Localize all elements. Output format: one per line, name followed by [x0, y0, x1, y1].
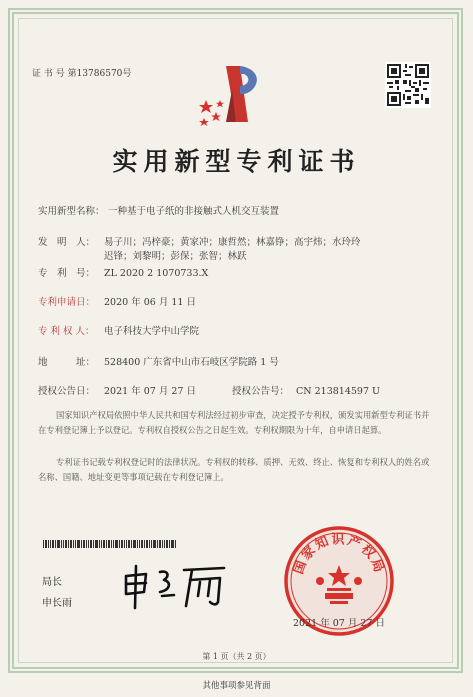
grant-date-label: 授权公告日： — [38, 386, 96, 397]
certificate-number: 证 书 号 第13786570号 — [32, 69, 132, 79]
director-name: 申长雨 — [42, 598, 72, 609]
patent-number-value: ZL 2020 2 1070733.X — [104, 268, 209, 279]
grant-number-value: CN 213814597 U — [296, 386, 381, 397]
qr-code-icon — [385, 62, 431, 108]
barcode-icon — [43, 540, 177, 548]
filing-date-value: 2020 年 06 月 11 日 — [104, 297, 196, 308]
patentee-label: 专 利 权 人： — [38, 326, 95, 337]
inventor-label: 发 明 人： — [38, 237, 96, 248]
director-title: 局长 — [42, 577, 62, 588]
utility-name-value: 一种基于电子纸的非接触式人机交互装置 — [108, 206, 280, 217]
registration-statement: 专利证书记载专利权登记时的法律状况。专利权的转移、质押、无效、终止、恢复和专利权人的姓名或名称、国籍、地址变更等事项记载在专利登记簿上。 — [38, 457, 430, 482]
grant-number-label: 授权公告号： — [232, 386, 290, 397]
patent-number-label: 专 利 号： — [38, 268, 96, 279]
patentee-value: 电子科技大学中山学院 — [104, 326, 200, 337]
address-label: 地 址： — [38, 357, 96, 368]
grant-statement: 国家知识产权局依照中华人民共和国专利法经过初步审查，决定授予专利权，颁发实用新型专利证书并在专利登记簿上予以登记。专利权自授权公告之日起生效。专利权期限为十年，自申请日起算。 — [38, 410, 430, 435]
grant-date-value: 2021 年 07 月 27 日 — [104, 386, 196, 397]
utility-name-label: 实用新型名称： — [38, 206, 105, 217]
signature-icon — [120, 562, 230, 612]
address-value: 528400 广东省中山市石岐区学院路 1 号 — [104, 357, 279, 368]
cnipa-logo-icon — [196, 60, 270, 130]
page-indicator: 第 1 页（共 2 页） — [202, 652, 271, 661]
inventor-line-2: 迟锋；刘黎明；彭保；张智；林跃 — [104, 251, 247, 262]
footer-note: 其他事项参见背面 — [202, 681, 271, 691]
seal-date: 2021 年 07 月 27 日 — [293, 618, 385, 629]
inventor-line-1: 易子川；冯梓豪；黄家冲；康哲然；林嘉铮；高宇炜；水玲玲 — [104, 237, 361, 248]
svg-text:国家知识产权局: 国家知识产权局 — [291, 532, 387, 577]
certificate-title: 实用新型专利证书 — [112, 147, 361, 176]
filing-date-label: 专利申请日： — [38, 297, 96, 308]
